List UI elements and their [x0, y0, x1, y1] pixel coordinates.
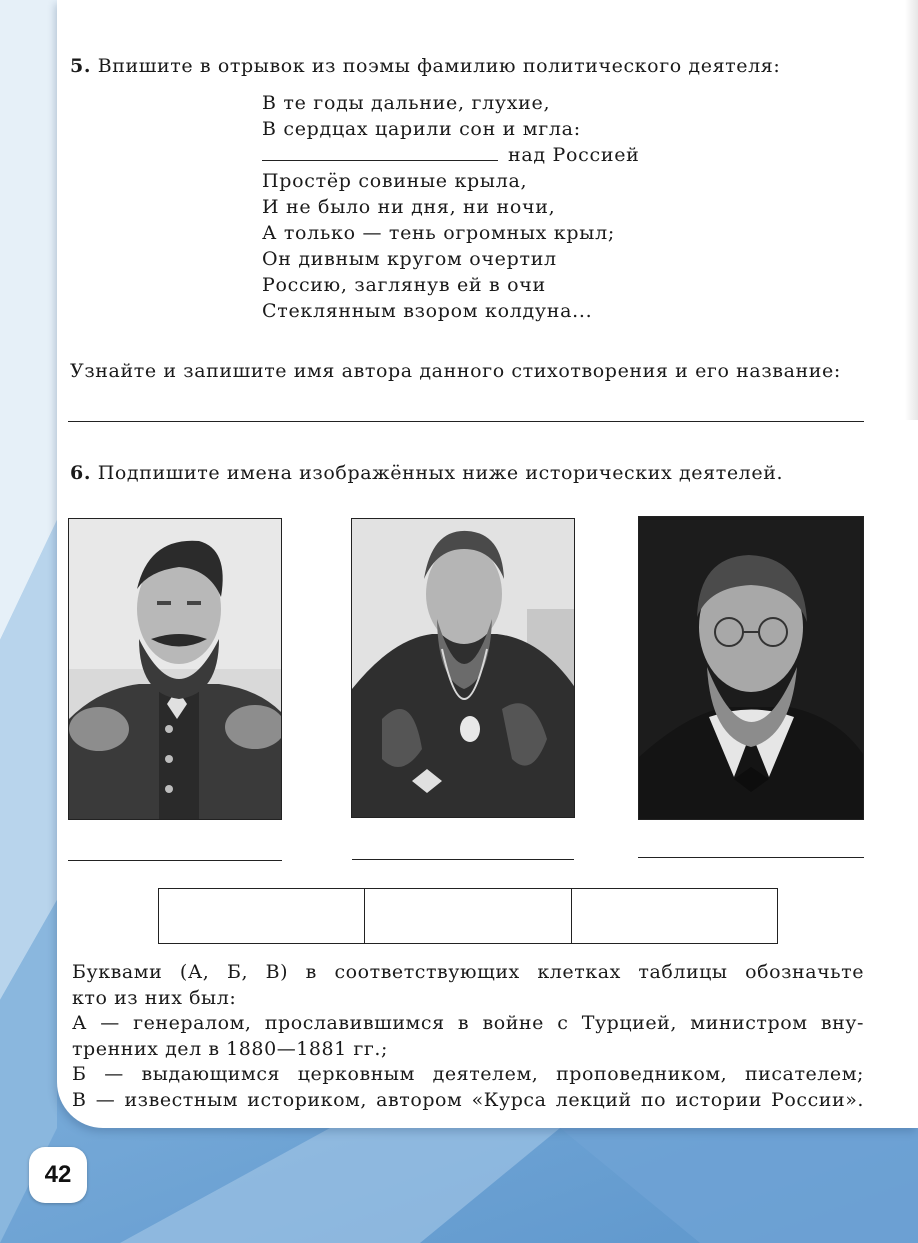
- answer-cell-1[interactable]: [159, 889, 365, 944]
- poem-line: Россию, заглянув ей в очи: [262, 274, 546, 296]
- poem-line: над Россией: [508, 144, 640, 166]
- task5-number: 5.: [70, 55, 92, 77]
- poem-line: В сердцах царили сон и мгла:: [262, 118, 581, 140]
- legend-intro: Буквами (А, Б, В) в соответствующих клетках таблицы обозначьте: [72, 961, 864, 983]
- author-prompt: Узнайте и запишите имя автора данного стихотворения и его название:: [70, 360, 841, 382]
- poem-excerpt: [262, 90, 640, 324]
- poem-line: Стеклянным взором колдуна...: [262, 300, 593, 322]
- answer-table: [158, 888, 778, 944]
- task6-number: 6.: [70, 462, 92, 484]
- poem-line: В те годы дальние, глухие,: [262, 92, 551, 114]
- poem-line: Он дивным кругом очертил: [262, 248, 557, 270]
- option-a: А — генералом, прославившимся в войне с Турцией, министром вну-: [72, 1012, 864, 1034]
- legend-intro-cont: кто из них был:: [72, 986, 237, 1009]
- name-line-3[interactable]: [638, 857, 864, 858]
- page-edge: [905, 0, 918, 420]
- portrait-priest: [351, 518, 575, 818]
- table-row: [159, 889, 778, 944]
- task6-prompt: Подпишите имена изображённых ниже исторических деятелей.: [97, 462, 784, 484]
- surname-blank[interactable]: [262, 145, 498, 161]
- option-a-cont: тренних дел в 1880—1881 гг.;: [72, 1037, 388, 1060]
- answer-cell-2[interactable]: [365, 889, 571, 944]
- name-line-1[interactable]: [68, 860, 282, 861]
- poem-line: И не было ни дня, ни ночи,: [262, 196, 556, 218]
- poem-line: А только — тень огромных крыл;: [262, 222, 615, 244]
- portrait-general: [68, 518, 282, 820]
- poem-line-with-blank: [262, 142, 640, 168]
- option-c: В — известным историком, автором «Курса лекций по истории России».: [72, 1088, 864, 1111]
- task5-prompt: Впишите в отрывок из поэмы фамилию политического деятеля:: [97, 55, 781, 77]
- task6-heading: [70, 462, 783, 484]
- task6-legend: [72, 960, 864, 1113]
- page-number: 42: [29, 1147, 87, 1203]
- option-b: Б — выдающимся церковным деятелем, проповедником, писателем;: [72, 1063, 864, 1085]
- answer-cell-3[interactable]: [571, 889, 777, 944]
- task5-heading: [70, 55, 780, 77]
- name-line-2[interactable]: [352, 859, 574, 860]
- portrait-historian: [638, 516, 864, 820]
- poem-line: Простёр совиные крыла,: [262, 170, 528, 192]
- author-answer-line[interactable]: [68, 421, 864, 422]
